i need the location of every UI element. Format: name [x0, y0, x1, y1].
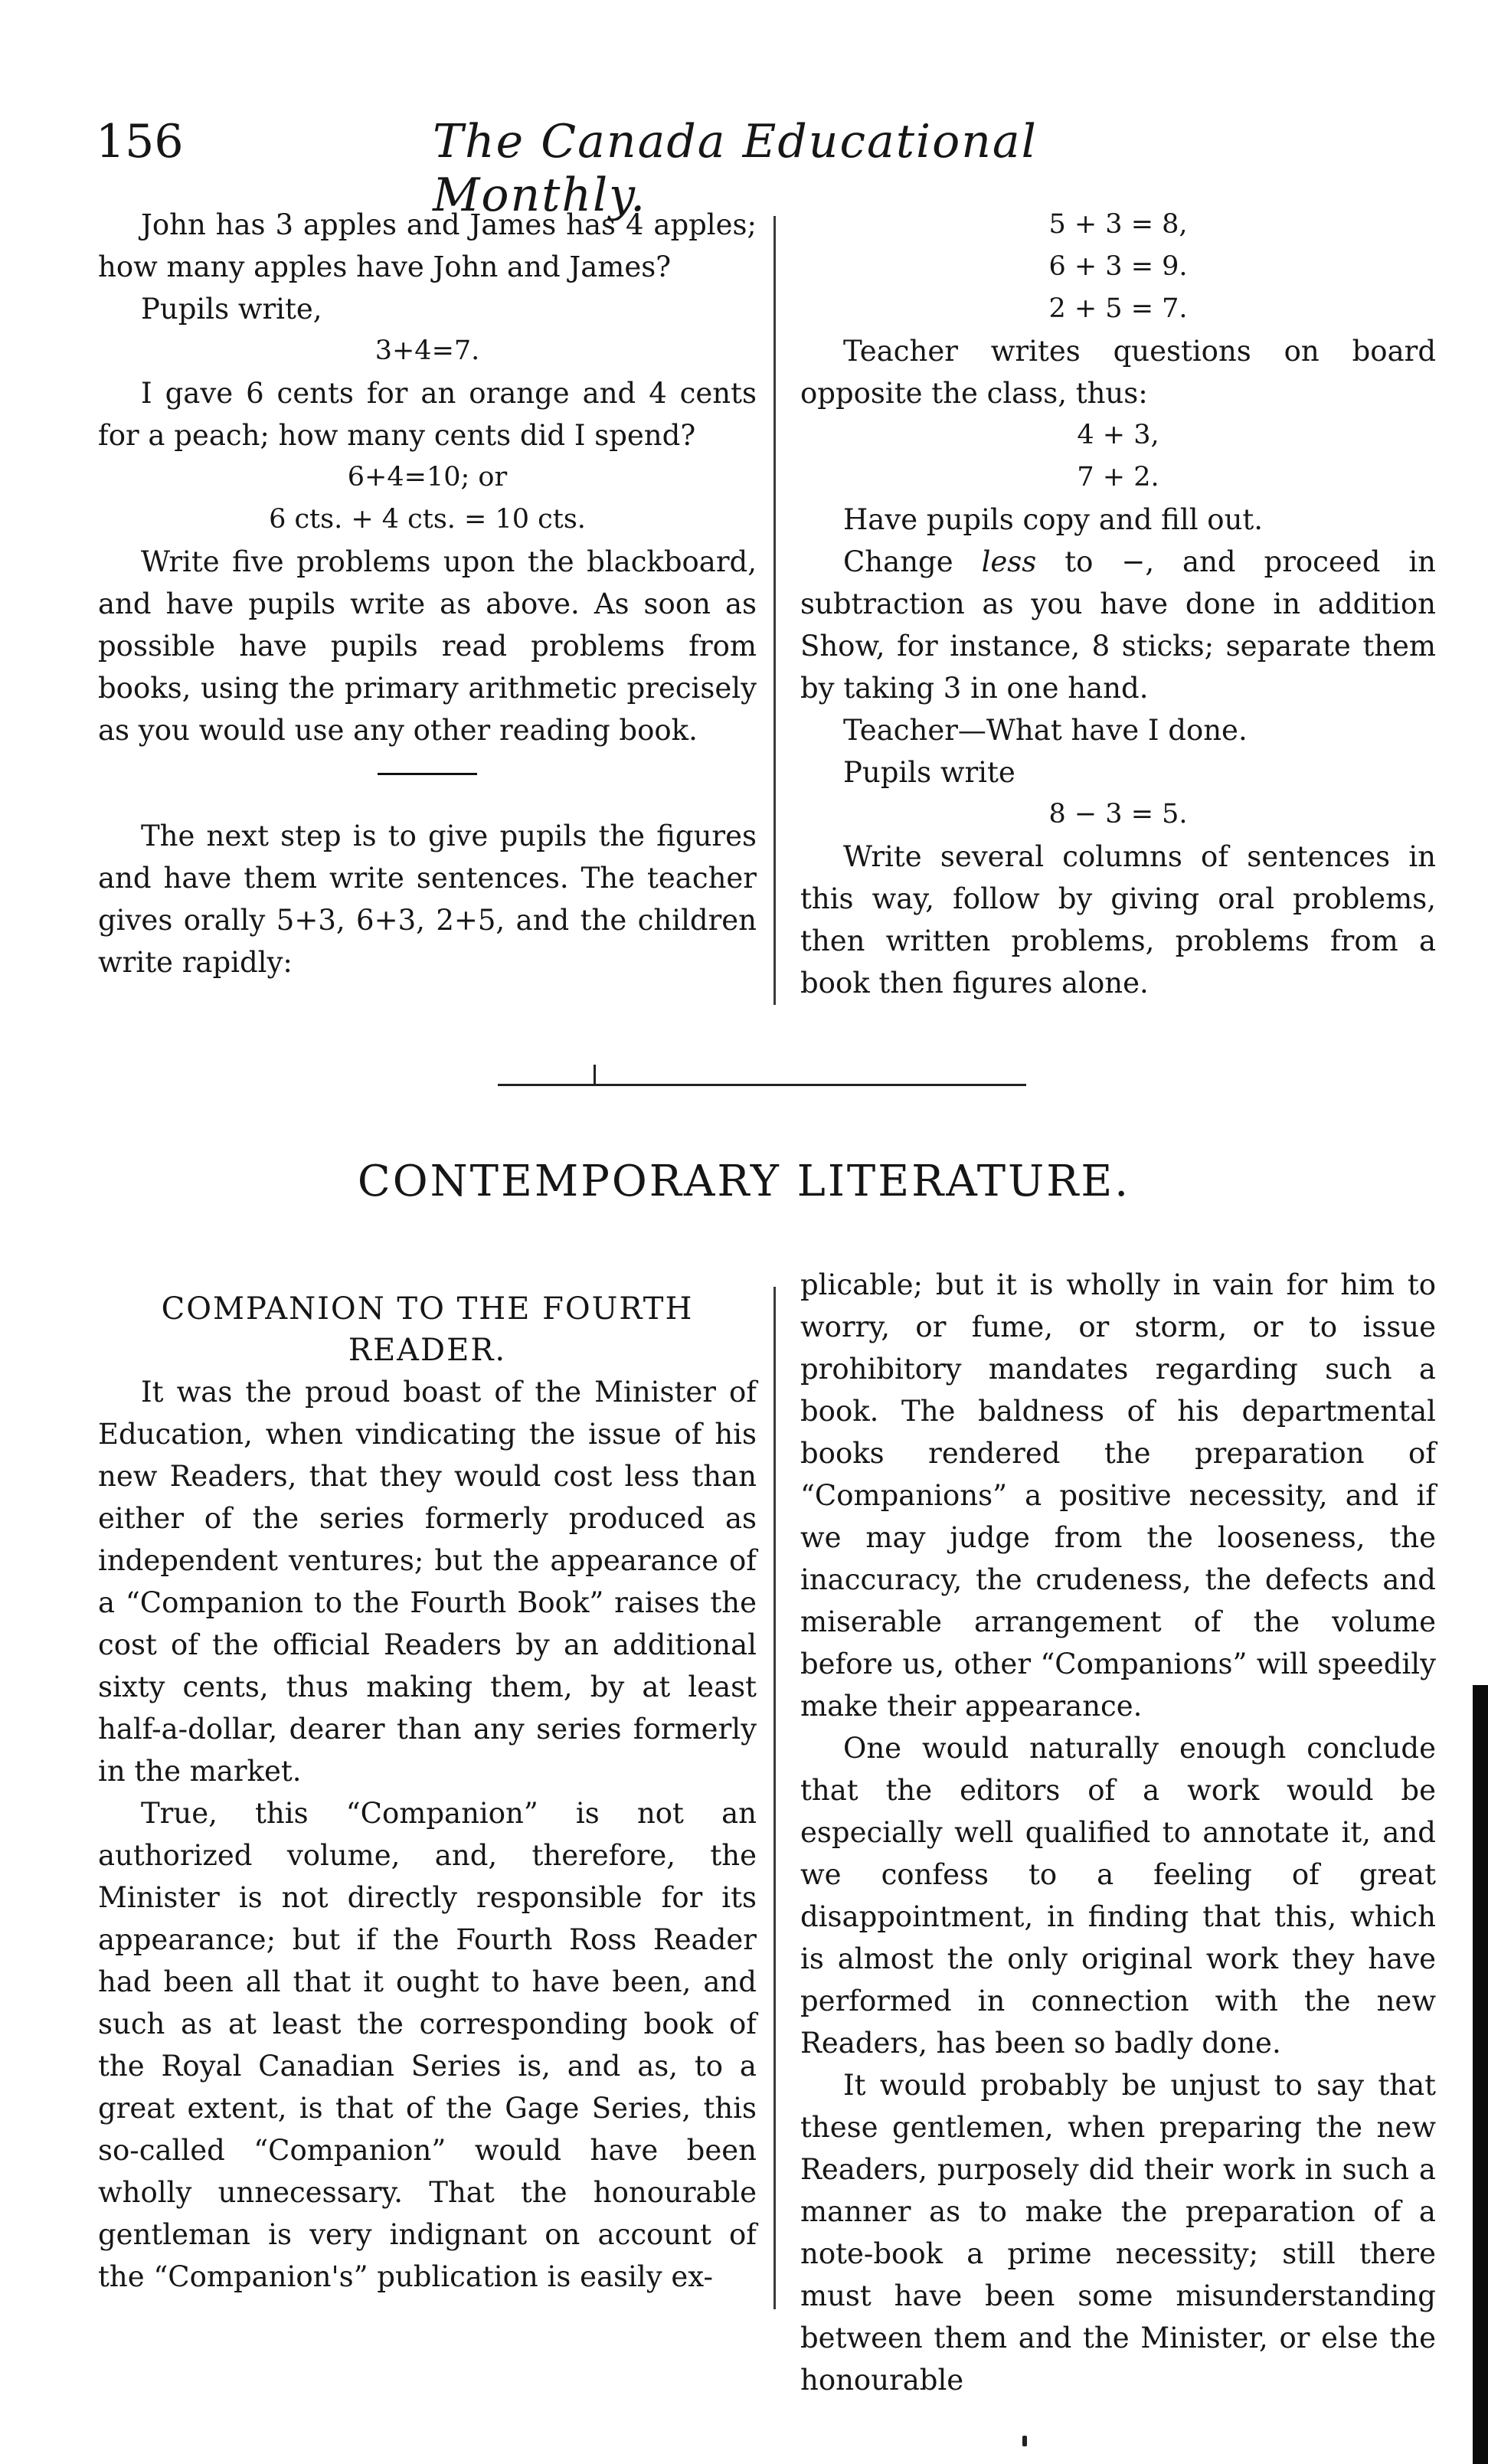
bottom-left-column: [98, 1288, 757, 2298]
column-rule: [773, 216, 776, 1005]
paragraph: Pupils write: [843, 756, 1015, 789]
paragraph: Teacher writes questions on board opposite the class, thus:: [800, 335, 1436, 410]
equation: 7 + 2.: [1077, 462, 1159, 492]
paragraph: Write five problems upon the blackboard, and have pupils write as above. As soon as possible have pupils read problems from books, using the primary arithmetic precisely as you would use any other reading book.: [98, 545, 757, 747]
paragraph: I gave 6 cents for an orange and 4 cents for a peach; how many cents did I spend?: [98, 377, 757, 452]
paragraph: True, this “Companion” is not an authorized volume, and, therefore, the Minister is not directly responsible for its appearance; but if the Fourth Ross Reader had been all that it ought to have been, and such as at least the corresponding book of the Royal Canadian Series is, and as, to a great extent, is that of the Gage Series, this so-called “Companion” would have been wholly unnecessary. That the honourable gentleman is very indignant on account of the “Companion's” publication is easily ex-: [98, 1797, 757, 2293]
italic-word: less: [981, 545, 1037, 578]
paragraph: Pupils write,: [141, 293, 322, 326]
equation: 6 cts. + 4 cts. = 10 cts.: [269, 504, 586, 535]
scan-speck: [1022, 2436, 1027, 2446]
equation: 4 + 3,: [1077, 420, 1159, 450]
text-run: Change: [843, 545, 982, 578]
scan-edge-shadow: [1473, 1685, 1488, 2464]
equation: 6+4=10; or: [347, 462, 508, 492]
page-number: 156: [96, 115, 184, 169]
paragraph: John has 3 apples and James has 4 apples; how many apples have John and James?: [98, 208, 757, 283]
paragraph: plicable; but it is wholly in vain for him to worry, or fume, or storm, or to issue prohibitory mandates regarding such a book. The baldness of his departmental books rendered the preparation of “Companions” a positive necessity, and if we may judge from the looseness, the inaccuracy, the crudeness, the defects and miserable arrangement of the volume before us, other “Companions” will speedily make their appearance.: [800, 1268, 1436, 1723]
paragraph: It would probably be unjust to say that these gentlemen, when preparing the new Readers, purposely did their work in such a manner as to make the preparation of a note-book a prime necessity; still there must have been some misunderstanding between them and the Minister, or else the honourable: [800, 2069, 1436, 2397]
section-rule-tick: [594, 1065, 596, 1085]
equation: 8 − 3 = 5.: [1048, 799, 1188, 830]
paragraph: [800, 541, 1436, 709]
equation: 6 + 3 = 9.: [1048, 251, 1188, 282]
section-rule: [498, 1084, 1026, 1086]
paragraph: Write several columns of sentences in this way, follow by giving oral problems, then written problems, problems from a book then figures alone.: [800, 840, 1436, 1000]
paragraph: The next step is to give pupils the figures and have them write sentences. The teacher gives orally 5+3, 6+3, 2+5, and the children write rapidly:: [98, 820, 757, 979]
equation: 3+4=7.: [374, 335, 480, 366]
equation: 2 + 5 = 7.: [1048, 293, 1188, 324]
top-right-column: [800, 204, 1436, 1004]
divider: [378, 773, 477, 775]
equation: 5 + 3 = 8,: [1048, 209, 1188, 240]
text-run: to −, and proceed in subtraction as you have done in addition Show, for instance, 8 sticks; separate them by taking 3 in one hand.: [800, 545, 1436, 705]
paragraph: Teacher—What have I done.: [843, 714, 1248, 747]
bottom-right-column: [800, 1264, 1436, 2401]
paragraph: It was the proud boast of the Minister of Education, when vindicating the issue of his new Readers, that they would cost less than either of the series formerly produced as independent ventures; but the appearance of a “Companion to the Fourth Book” raises the cost of the official Readers by an additional sixty cents, thus making them, by at least half-a-dollar, dearer than any series formerly in the market.: [98, 1376, 757, 1788]
column-rule: [773, 1287, 776, 2309]
paragraph: One would naturally enough conclude that the editors of a work would be especially well qualified to annotate it, and we confess to a feeling of great disappointment, in finding that this, which is almost the only original work they have performed in connection with the new Readers, has been so badly done.: [800, 1732, 1436, 2060]
top-left-column: [98, 204, 757, 983]
page-header: [96, 115, 1122, 222]
paragraph: Have pupils copy and fill out.: [843, 503, 1264, 536]
running-title: The Canada Educational Monthly.: [433, 115, 1038, 222]
section-title: CONTEMPORARY LITERATURE.: [357, 1157, 1131, 1206]
article-title: COMPANION TO THE FOURTH READER.: [161, 1291, 694, 1368]
